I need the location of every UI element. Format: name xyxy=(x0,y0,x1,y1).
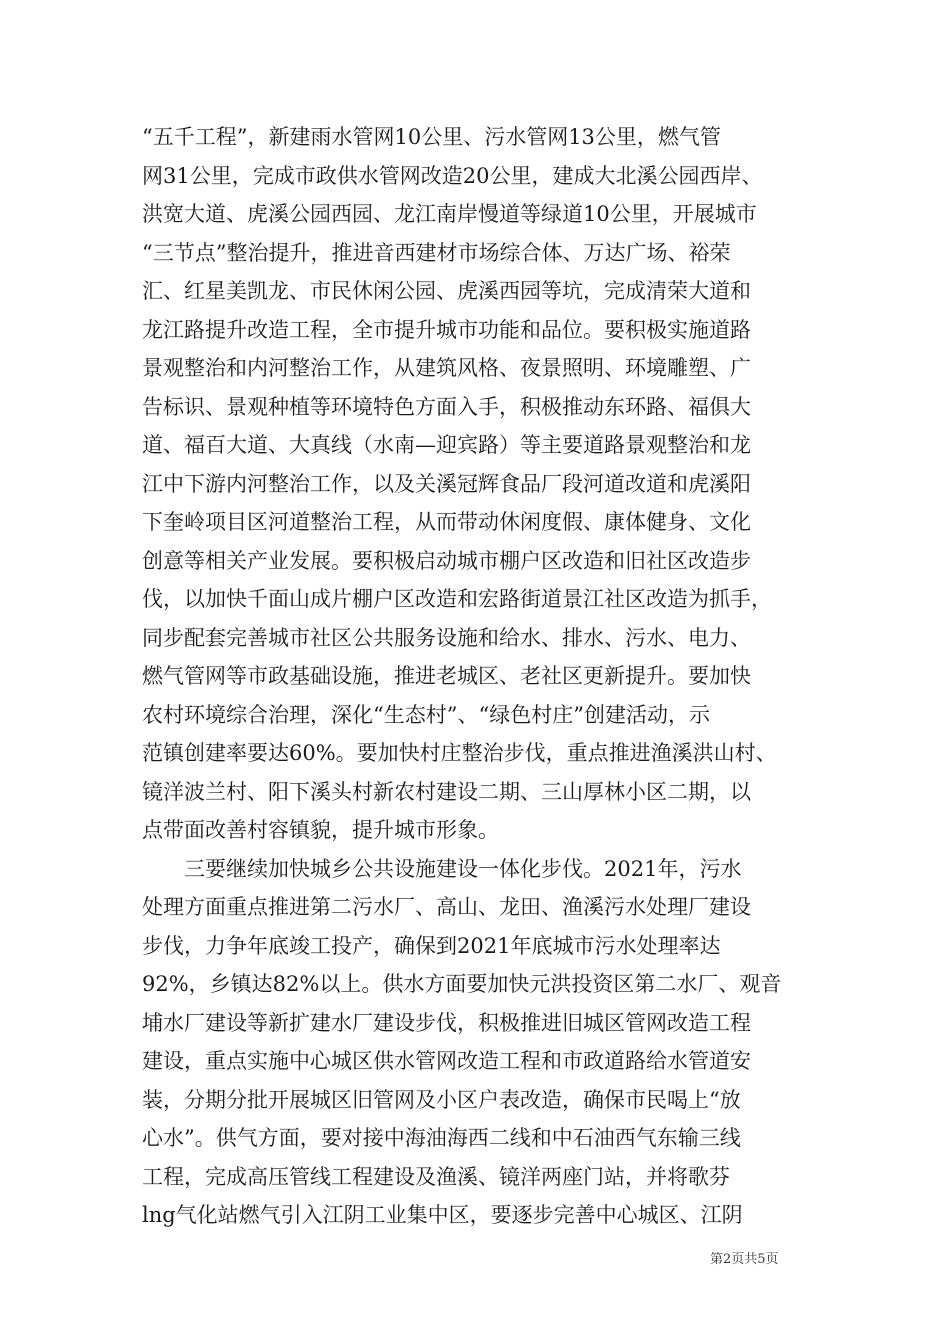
text-line: 心水”。供气方面，要对接中海油海西二线和中石油西气东输三线 xyxy=(142,1126,741,1150)
text-line: 工程，完成高压管线工程建设及渔溪、镜洋两座门站，并将歌芬 xyxy=(142,1164,730,1189)
text-line: 农村环境综合治理，深化“生态村”、“绿色村庄”创建活动，示 xyxy=(142,702,710,727)
page-number: 第2页共5页 xyxy=(710,1252,779,1267)
text-line: 装，分期分批开展城区旧管网及小区户表改造，确保市民喝上“放 xyxy=(142,1087,741,1112)
text-line: 下奎岭项目区河道整治工程，从而带动休闲度假、康体健身、文化 xyxy=(142,510,751,534)
text-line: lng气化站燃气引入江阴工业集中区，要逐步完善中心城区、江阴 xyxy=(142,1203,743,1227)
text-line: 燃气管网等市政基础设施，推进老城区、老社区更新提升。要加快 xyxy=(142,664,751,688)
text-line: “三节点”整治提升，推进音西建材市场综合体、万达广场、裕荣 xyxy=(142,240,731,265)
text-line: 道、福百大道、大真线（水南—迎宾路）等主要道路景观整治和龙 xyxy=(142,433,751,457)
text-line: 三要继续加快城乡公共设施建设一体化步伐。2021年，污水 xyxy=(142,856,742,881)
text-line: “五千工程”，新建雨水管网10公里、污水管网13公里，燃气管 xyxy=(142,125,721,149)
text-line: 同步配套完善城市社区公共服务设施和给水、排水、污水、电力、 xyxy=(142,625,751,650)
text-line: 范镇创建率要达60%。要加快村庄整治步伐，重点推进渔溪洪山村、 xyxy=(142,741,777,765)
text-line: 创意等相关产业发展。要积极启动城市棚户区改造和旧社区改造步 xyxy=(142,548,751,573)
text-line: 点带面改善村容镇貌，提升城市形象。 xyxy=(142,818,499,842)
text-line: 埔水厂建设等新扩建水厂建设步伐，积极推进旧城区管网改造工程 xyxy=(142,1010,751,1035)
text-line: 汇、红星美凯龙、市民休闲公园、虎溪西园等坑，完成清荣大道和 xyxy=(142,279,751,303)
text-line: 镜洋波兰村、阳下溪头村新农村建设二期、三山厚林小区二期，以 xyxy=(142,779,751,804)
text-line: 92%，乡镇达82%以上。供水方面要加快元洪投资区第二水厂、观音 xyxy=(142,972,782,996)
text-line: 伐，以加快千面山成片棚户区改造和宏路街道景江社区改造为抓手， xyxy=(142,587,772,611)
text-line: 处理方面重点推进第二污水厂、高山、龙田、渔溪污水处理厂建设 xyxy=(142,895,751,919)
text-line: 告标识、景观种植等环境特色方面入手，积极推动东环路、福俱大 xyxy=(142,394,751,419)
text-line: 建设，重点实施中心城区供水管网改造工程和市政道路给水管道安 xyxy=(142,1049,751,1073)
text-line: 景观整治和内河整治工作，从建筑风格、夜景照明、环境雕塑、广 xyxy=(142,356,751,380)
text-line: 江中下游内河整治工作，以及关溪冠辉食品厂段河道改道和虎溪阳 xyxy=(142,471,751,496)
text-line: 龙江路提升改造工程，全市提升城市功能和品位。要积极实施道路 xyxy=(142,317,751,342)
text-line: 步伐，力争年底竣工投产，确保到2021年底城市污水处理率达 xyxy=(142,933,721,958)
text-line: 洪宽大道、虎溪公园西园、龙江南岸慢道等绿道10公里，开展城市 xyxy=(142,202,757,226)
text-line: 网31公里，完成市政供水管网改造20公里，建成大北溪公园西岸、 xyxy=(142,163,763,188)
body-text xyxy=(142,118,812,1235)
